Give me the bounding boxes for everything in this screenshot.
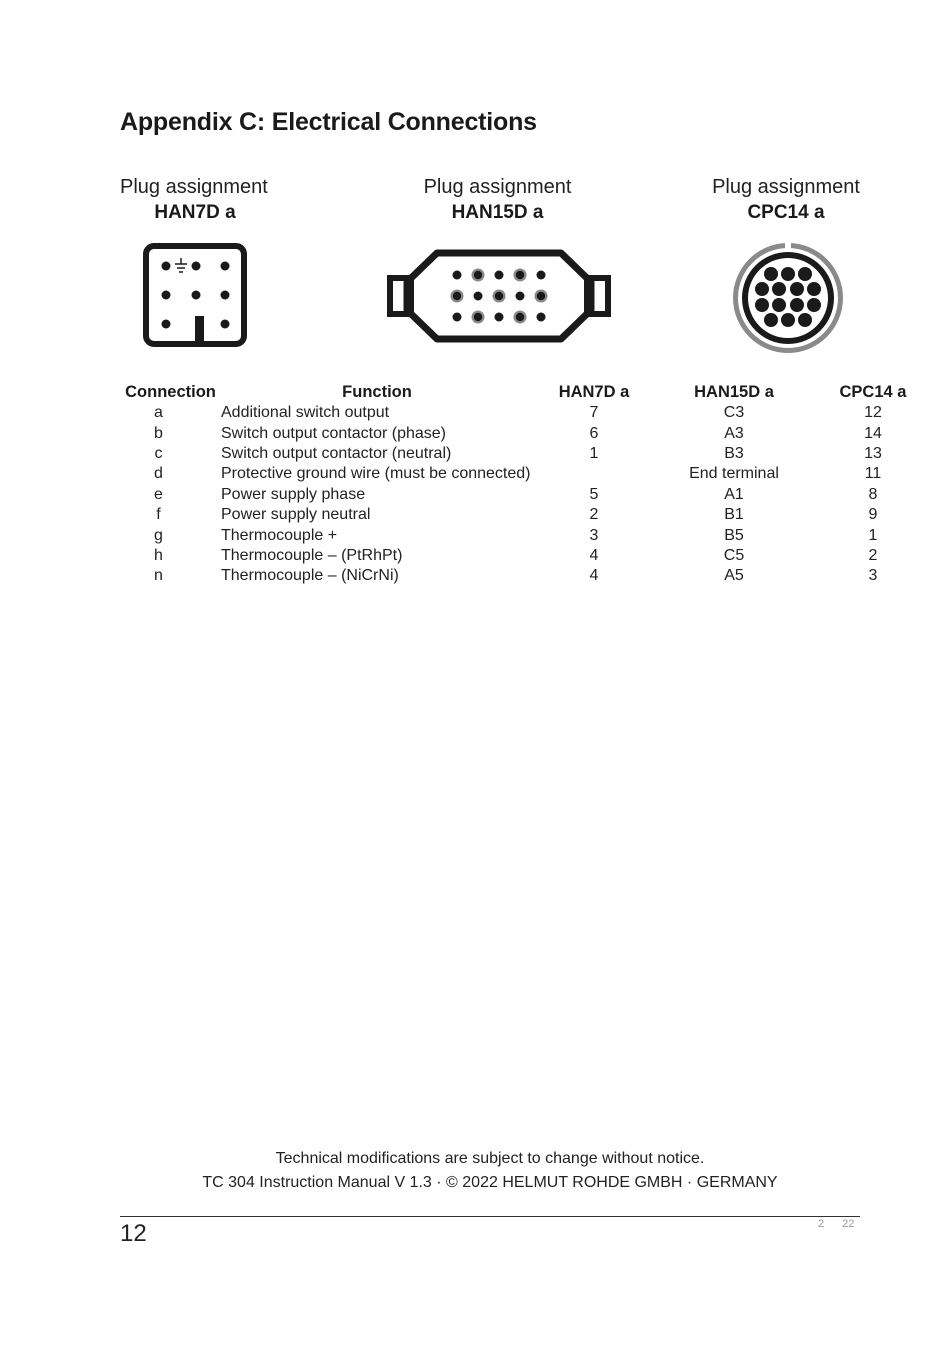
plug-caption: Plug assignment <box>423 176 572 198</box>
cell-han15d: B5 <box>724 526 744 544</box>
cell-connection: h <box>154 546 163 564</box>
plug-caption: Plug assignment <box>120 176 268 198</box>
table-row <box>120 566 933 586</box>
plug-han15d-heading <box>410 175 585 225</box>
cell-connection: a <box>154 404 163 422</box>
cell-connection: d <box>154 465 163 483</box>
edition-code: 2 22 <box>818 1218 855 1230</box>
table-header-row <box>120 381 933 403</box>
han7d-plug-diagram <box>140 240 252 352</box>
table-row <box>120 505 933 525</box>
cell-function: Additional switch output <box>221 404 390 422</box>
cell-cpc14: 8 <box>868 485 878 503</box>
table-row <box>120 525 933 545</box>
cell-han15d: B1 <box>724 506 744 524</box>
plug-name: HAN15D a <box>451 202 544 223</box>
cell-connection: g <box>154 526 163 544</box>
table-row <box>120 444 933 464</box>
cpc14-plug-diagram <box>728 238 848 358</box>
plug-han7d-heading <box>120 175 280 225</box>
cell-cpc14: 12 <box>864 404 882 422</box>
cell-cpc14: 13 <box>864 444 882 462</box>
cell-function: Protective ground wire (must be connected) <box>221 465 531 483</box>
footer-divider <box>120 1216 860 1217</box>
plug-name: HAN7D a <box>154 202 236 223</box>
cell-cpc14: 11 <box>864 465 882 483</box>
cell-function: Switch output contactor (phase) <box>221 424 447 442</box>
plug-cpc14-heading <box>700 175 872 225</box>
cell-connection: b <box>154 424 163 442</box>
cell-function: Thermocouple + <box>221 526 338 544</box>
header-function: Function <box>342 382 412 401</box>
table-row <box>120 423 933 443</box>
plug-caption: Plug assignment <box>712 176 860 198</box>
cell-han15d: B3 <box>724 444 744 462</box>
cell-han7d: 4 <box>589 567 599 585</box>
plug-name: CPC14 a <box>747 202 825 223</box>
header-connection: Connection <box>125 382 216 401</box>
page-title: Appendix C: Electrical Connections <box>120 108 537 136</box>
cell-han15d: A5 <box>724 567 744 585</box>
disclaimer-note: Technical modifications are subject to change without notice. <box>275 1150 705 1167</box>
cell-function: Switch output contactor (neutral) <box>221 444 452 462</box>
cell-cpc14: 9 <box>868 506 878 524</box>
cell-han15d: A1 <box>724 485 744 503</box>
cell-connection: c <box>154 444 163 462</box>
ground-symbol-icon <box>175 258 187 272</box>
table-row <box>120 403 933 423</box>
cell-connection: n <box>154 567 163 585</box>
cell-han15d: A3 <box>724 424 744 442</box>
cell-han15d: C3 <box>723 404 745 422</box>
connections-table <box>120 381 933 587</box>
header-han7d: HAN7D a <box>558 382 630 401</box>
cell-cpc14: 1 <box>868 526 878 544</box>
table-row <box>120 546 933 566</box>
table-row <box>120 464 933 484</box>
cell-han7d <box>533 464 655 484</box>
cell-cpc14: 14 <box>864 424 882 442</box>
han15d-plug-diagram <box>385 248 613 344</box>
cell-han15d: End terminal <box>689 465 779 483</box>
cell-connection: f <box>156 506 161 524</box>
cell-han7d: 3 <box>589 526 599 544</box>
cell-han7d: 2 <box>589 506 599 524</box>
cell-function: Thermocouple – (PtRhPt) <box>221 546 403 564</box>
header-han15d: HAN15D a <box>694 382 774 401</box>
page-number: 12 <box>120 1220 147 1247</box>
cell-function: Power supply phase <box>221 485 366 503</box>
cell-han7d: 4 <box>589 546 599 564</box>
cell-han15d: C5 <box>723 546 745 564</box>
cell-han7d: 7 <box>589 404 599 422</box>
cell-function: Power supply neutral <box>221 506 371 524</box>
cell-cpc14: 3 <box>868 567 878 585</box>
cell-connection: e <box>154 485 163 503</box>
cell-han7d: 1 <box>589 444 599 462</box>
copyright-line: TC 304 Instruction Manual V 1.3 · © 2022 HELMUT ROHDE GMBH · GERMANY <box>202 1174 778 1191</box>
cell-han7d: 6 <box>589 424 599 442</box>
cell-function: Thermocouple – (NiCrNi) <box>221 567 399 585</box>
table-row <box>120 485 933 505</box>
cell-han7d: 5 <box>589 485 599 503</box>
cell-cpc14: 2 <box>868 546 878 564</box>
header-cpc14: CPC14 a <box>839 382 907 401</box>
